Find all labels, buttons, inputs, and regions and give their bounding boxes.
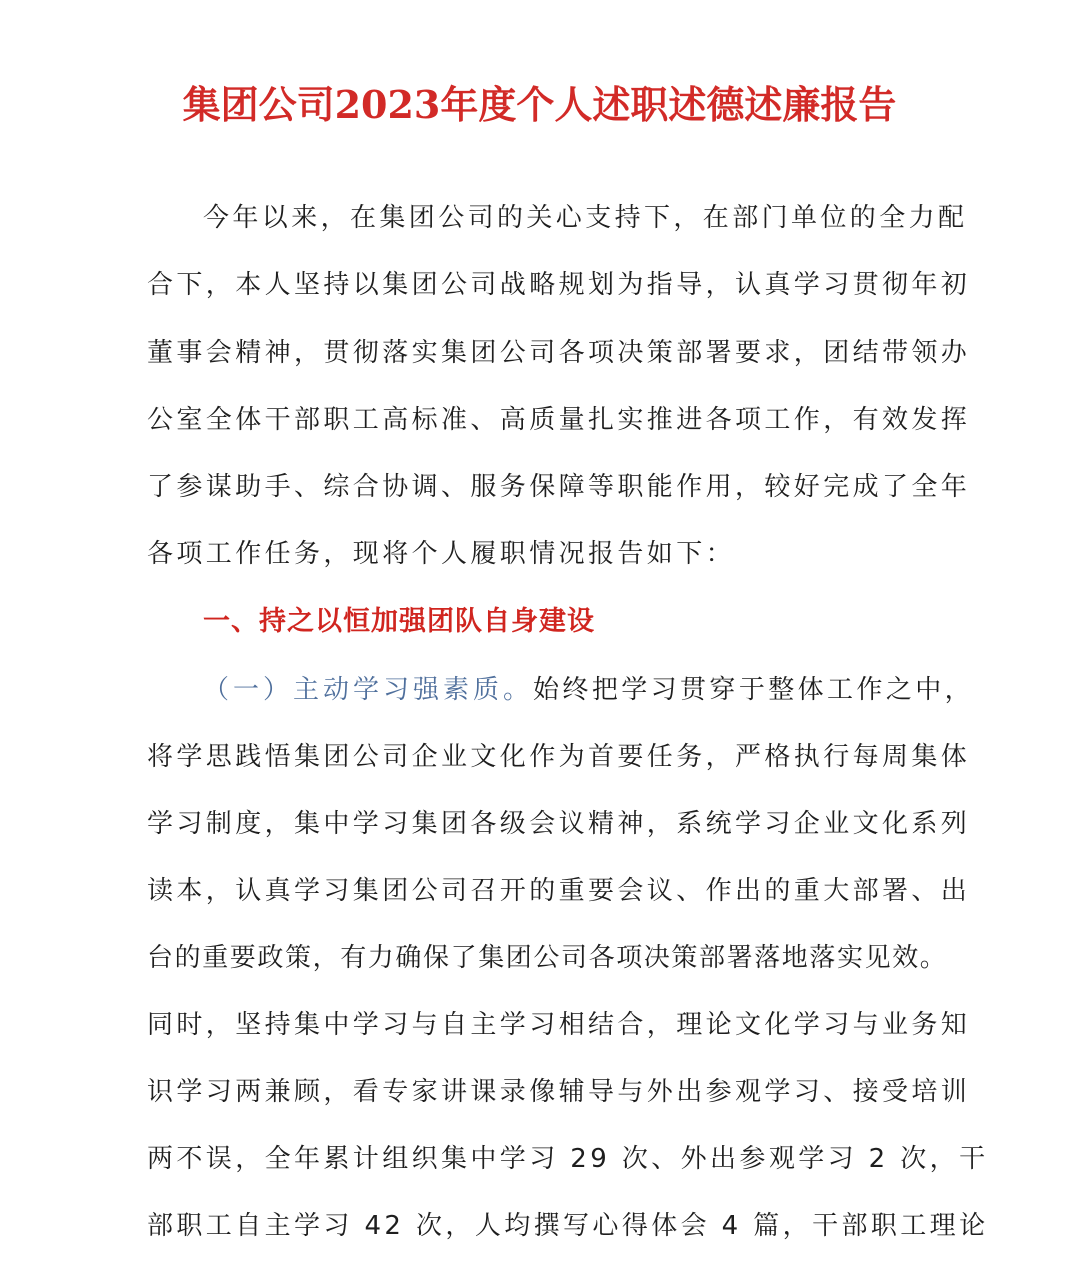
intro-line-4: 公室全体干部职工高标准、高质量扎实推进各项工作，有效发挥	[147, 405, 971, 435]
intro-line-6: 各项工作任务，现将个人履职情况报告如下：	[147, 539, 736, 569]
body-line-8: 部职工自主学习 42 次，人均撰写心得体会 4 篇，干部职工理论	[147, 1211, 989, 1241]
intro-line-3: 董事会精神，贯彻落实集团公司各项决策部署要求，团结带领办	[147, 338, 971, 368]
document-title: 集团公司2023年度个人述职述德述廉报告	[182, 82, 897, 127]
subsection-first-line-text: 始终把学习贯穿于整体工作之中，	[533, 675, 975, 705]
body-line-3: 读本，认真学习集团公司召开的重要会议、作出的重大部署、出	[147, 876, 971, 906]
body-line-2: 学习制度，集中学习集团各级会议精神，系统学习企业文化系列	[147, 809, 971, 839]
body-line-6: 识学习两兼顾，看专家讲课录像辅导与外出参观学习、接受培训	[147, 1077, 971, 1107]
intro-line-2: 合下，本人坚持以集团公司战略规划为指导，认真学习贯彻年初	[147, 270, 971, 300]
subsection-heading: （一）主动学习强素质。	[203, 675, 534, 705]
body-line-5: 同时，坚持集中学习与自主学习相结合，理论文化学习与业务知	[147, 1010, 971, 1040]
section-heading-1: 一、持之以恒加强团队自身建设	[203, 606, 595, 637]
intro-line-5: 了参谋助手、综合协调、服务保障等职能作用，较好完成了全年	[147, 472, 971, 502]
body-line-4: 台的重要政策，有力确保了集团公司各项决策部署落地落实见效。	[147, 943, 948, 973]
body-line-7: 两不误，全年累计组织集中学习 29 次、外出参观学习 2 次，干	[147, 1144, 989, 1174]
subsection-line-1	[203, 670, 1003, 710]
intro-line-1: 今年以来，在集团公司的关心支持下，在部门单位的全力配	[203, 203, 968, 233]
body-line-1: 将学思践悟集团公司企业文化作为首要任务，严格执行每周集体	[147, 742, 971, 772]
